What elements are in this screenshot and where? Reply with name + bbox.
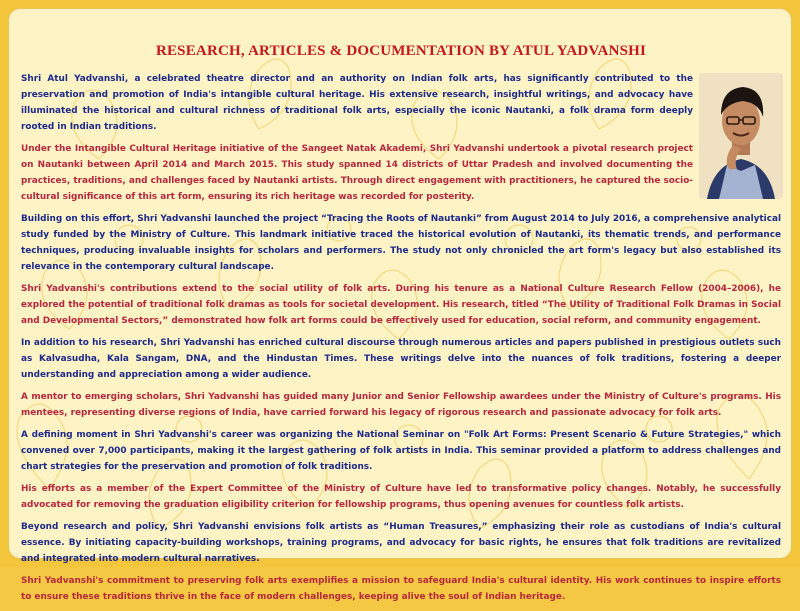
- page-title: RESEARCH, ARTICLES & DOCUMENTATION BY ATUL YADVANSHI: [155, 43, 647, 59]
- paragraph-introduction: Shri Atul Yadvanshi, a celebrated theatre director and an authority on Indian folk arts, has significantly contributed to the preservation and promotion of India's intangible cultural heritage. His extensive research, insightful writings, and advocacy have illuminated the historical and cultural richness of traditional folk arts, especially the iconic Nautanki, a folk drama form deeply rooted in Indian traditions.: [21, 74, 693, 132]
- paragraph-articles: In addition to his research, Shri Yadvanshi has enriched cultural discourse through numerous articles and papers published in prestigious outlets such as Kalvasudha, Kala Sangam, DNA, and the Hindustan Times. These writings delve into the nuances of folk traditions, fostering a deeper understanding and appreciation among a wider audience.: [21, 338, 781, 380]
- article-body: [21, 71, 781, 611]
- paragraph-social-utility: Shri Yadvanshi's contributions extend to the social utility of folk arts. During his tenure as a National Culture Research Fellow (2004–2006), he explored the potential of traditional folk dramas as tools for societal development. His research, titled “The Utility of Traditional Folk Dramas in Social and Developmental Sectors,” demonstrated how folk art forms could be effectively used for education, social reform, and community engagement.: [21, 284, 781, 326]
- content-panel: [8, 8, 792, 602]
- paragraph-national-seminar: A defining moment in Shri Yadvanshi's career was organizing the National Seminar on "Folk Art Forms: Present Scenario & Future Strategies," which convened over 7,000 participants, making it the largest gathering of folk artists in India. This seminar provided a platform to address challenges and chart strategies for the preservation and promotion of folk traditions.: [21, 430, 781, 472]
- paragraph-mentorship: A mentor to emerging scholars, Shri Yadvanshi has guided many Junior and Senior Fellowship awardees under the Ministry of Culture's programs. His mentees, representing diverse regions of India, have carried forward his legacy of rigorous research and passionate advocacy for folk arts.: [21, 392, 781, 418]
- paragraph-human-treasures: Beyond research and policy, Shri Yadvanshi envisions folk artists as “Human Treasures,” emphasizing their role as custodians of India's cultural essence. By initiating capacity-building workshops, training programs, and advocacy for basic rights, he ensures that folk traditions are revitalized and integrated into modern cultural narratives.: [21, 522, 781, 564]
- paragraph-conclusion: Shri Yadvanshi's commitment to preserving folk arts exemplifies a mission to safeguard India's cultural identity. His work continues to inspire efforts to ensure these traditions thrive in the face of modern challenges, keeping alive the soul of Indian heritage.: [21, 576, 781, 602]
- paragraph-tracing-roots: Building on this effort, Shri Yadvanshi launched the project “Tracing the Roots of Nautanki” from August 2014 to July 2016, a comprehensive analytical study funded by the Ministry of Culture. This landmark initiative traced the historical evolution of Nautanki, its thematic trends, and performance techniques, producing invaluable insights for scholars and performers. The study not only chronicled the art form's legacy but also established its relevance in the contemporary cultural landscape.: [21, 214, 781, 272]
- paragraph-nautanki-research: Under the Intangible Cultural Heritage initiative of the Sangeet Natak Akademi, Shri Yadvanshi undertook a pivotal research project on Nautanki between April 2014 and March 2015. This study spanned 14 districts of Uttar Pradesh and involved documenting the practices, traditions, and challenges faced by Nautanki artists. Through direct engagement with practitioners, he captured the socio-cultural significance of this art form, ensuring its rich heritage was recorded for posterity.: [21, 144, 693, 202]
- paragraph-expert-committee: His efforts as a member of the Expert Committee of the Ministry of Culture have led to transformative policy changes. Notably, he successfully advocated for removing the graduation eligibility criterion for fellowship programs, thus opening avenues for countless folk artists.: [21, 484, 781, 510]
